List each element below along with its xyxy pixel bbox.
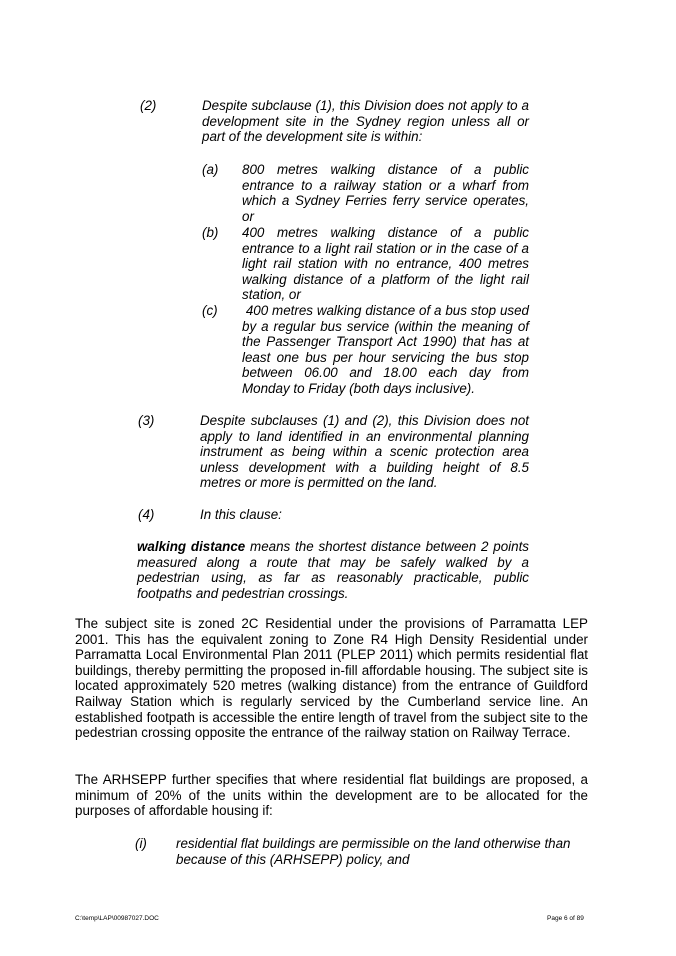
clause-2b-label: (b) (202, 225, 219, 240)
definition-text: means the shortest distance between 2 points measured along a route that may be safely walked by a pedestrian using, as far as reasonably practicable, public footpaths and pedestrian crossings. (137, 539, 529, 601)
clause-2b-text: 400 metres walking distance of a public entrance to a light rail station or in the case of a light rail station with no entrance, 400 metres walking distance of a platform of the light rail station, or (242, 225, 529, 303)
clause-2-text: Despite subclause (1), this Division does not apply to a development site in the Sydney region unless all or part of the development site is within: (202, 98, 529, 145)
clause-4-number: (4) (138, 507, 155, 522)
clause-2-number: (2) (140, 98, 157, 113)
definition-term: walking distance (137, 539, 246, 554)
item-i-text: residential flat buildings are permissible on the land otherwise than because of this (ARHSEPP) policy, and (176, 836, 571, 867)
footer-page-number: Page 6 of 89 (547, 915, 584, 922)
item-i-label: (i) (135, 836, 147, 851)
clause-2c-label: (c) (202, 303, 218, 318)
clause-3-number: (3) (138, 413, 155, 428)
clause-3-text: Despite subclauses (1) and (2), this Division does not apply to land identified in an environmental planning instrument as being within a scenic protection area unless development with a building height of 8.5 metres or more is permitted on the land. (200, 413, 529, 491)
clause-4-text: In this clause: (200, 507, 282, 522)
clause-2c-text: 400 metres walking distance of a bus stop used by a regular bus service (within the meaning of the Passenger Transport Act 1990) that has at least one bus per hour servicing the bus stop between 06.00 and 18.00 each day from Monday to Friday (both days inclusive). (242, 303, 533, 396)
definition-paragraph (137, 539, 529, 601)
body-paragraph-1: The subject site is zoned 2C Residential under the provisions of Parramatta LEP 2001. This has the equivalent zoning to Zone R4 High Density Residential under Parramatta Local Environmental Plan 2011 (PLEP 2011) which permits residential flat buildings, thereby permitting the proposed in-fill affordable housing. The subject site is located approximately 520 metres (walking distance) from the entrance of Guildford Railway Station which is regularly serviced by the Cumberland service line. An established footpath is accessible the entire length of travel from the subject site to the pedestrian crossing opposite the entrance of the railway station on Railway Terrace. (75, 616, 588, 741)
body-paragraph-2: The ARHSEPP further specifies that where residential flat buildings are proposed, a minimum of 20% of the units within the development are to be allocated for the purposes of affordable housing if: (75, 772, 588, 819)
clause-2a-text: 800 metres walking distance of a public entrance to a railway station or a wharf from which a Sydney Ferries ferry service operates, or (242, 162, 529, 224)
clause-2a-label: (a) (202, 162, 219, 177)
footer-file-path: C:\temp\LAP\00987027.DOC (75, 915, 159, 922)
